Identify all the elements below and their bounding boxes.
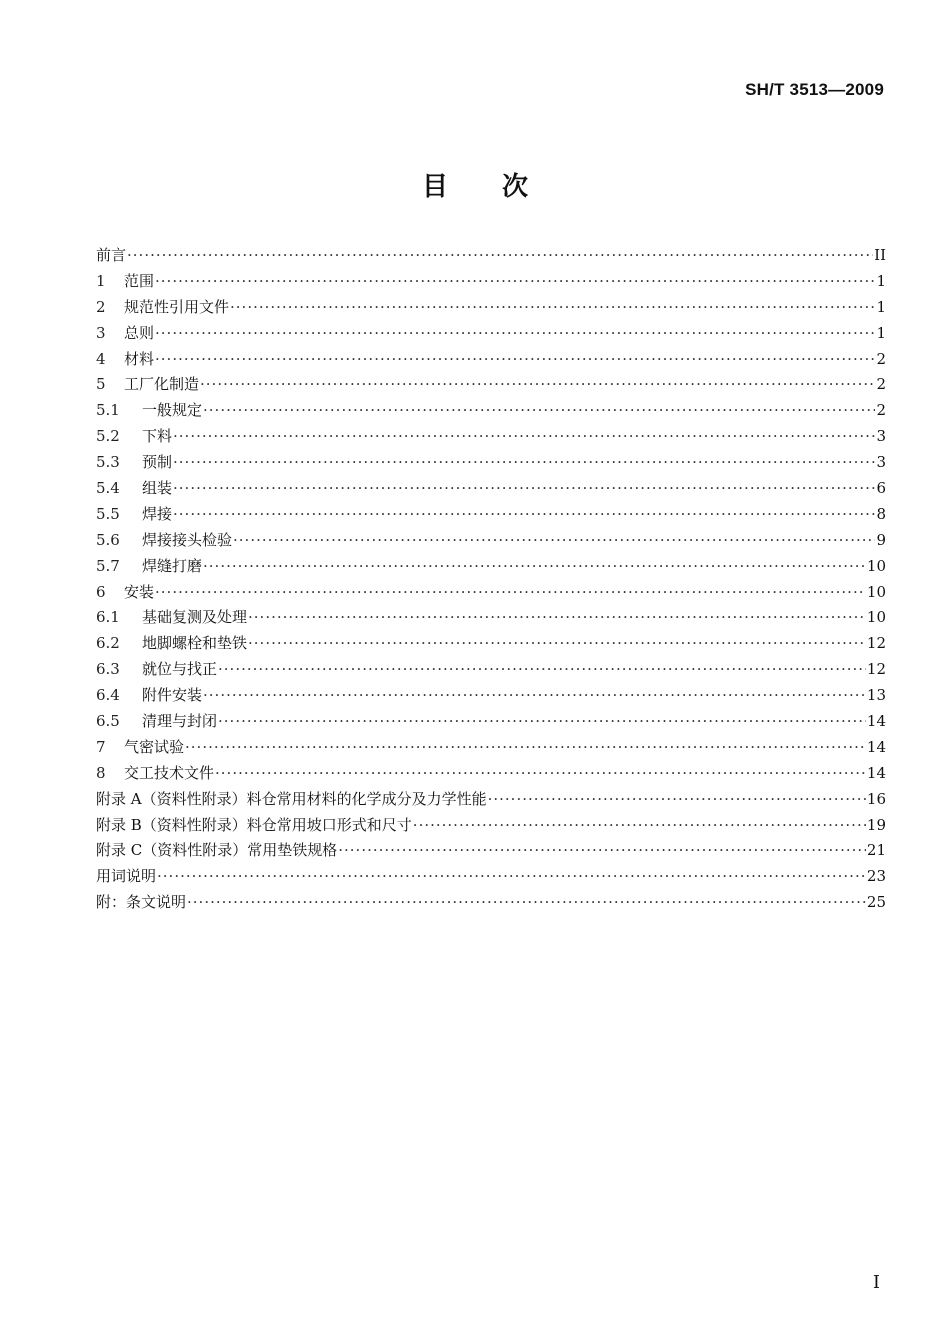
toc-entry-label: 附录 C（资料性附录）常用垫铁规格 xyxy=(96,841,338,860)
toc-entry-label: 预制 xyxy=(142,453,173,472)
toc-entry-number: 6 xyxy=(96,582,106,601)
toc-entry-label: 下料 xyxy=(142,427,173,446)
toc-entry-label: 附件安装 xyxy=(142,686,203,705)
toc-dot-leader xyxy=(413,813,866,839)
toc-entry-page: 9 xyxy=(876,530,886,549)
toc-entry-number: 4 xyxy=(96,349,106,368)
page-title: 目次 xyxy=(421,172,582,202)
toc-dot-leader xyxy=(233,528,875,554)
toc-dot-leader xyxy=(127,243,873,269)
toc-dot-leader xyxy=(230,295,875,321)
toc-dot-leader xyxy=(185,735,866,761)
toc-entry-page: 10 xyxy=(866,556,886,575)
toc-entry-page: 6 xyxy=(876,479,886,498)
toc-dot-leader xyxy=(173,476,875,502)
toc-entry-page: 1 xyxy=(876,271,886,290)
toc-dot-leader xyxy=(173,424,875,450)
toc-entry[interactable] xyxy=(96,709,886,735)
toc-entry-page: 3 xyxy=(876,453,886,472)
toc-entry-label: 附录 A（资料性附录）料仓常用材料的化学成分及力学性能 xyxy=(96,789,487,808)
toc-entry[interactable] xyxy=(96,295,886,321)
toc-entry-label: 基础复测及处理 xyxy=(142,608,248,627)
toc-entry-number: 5.6 xyxy=(96,530,120,549)
toc-entry-page: 12 xyxy=(866,660,886,679)
toc-entry[interactable] xyxy=(96,424,886,450)
toc-dot-leader xyxy=(173,502,875,528)
toc-entry-page: 23 xyxy=(866,867,886,886)
toc-entry-page: 14 xyxy=(866,712,886,731)
toc-entry-number: 6.1 xyxy=(96,608,120,627)
toc-entry[interactable] xyxy=(96,605,886,631)
toc-entry-label: 附：条文说明 xyxy=(96,893,187,912)
toc-entry-label: 焊接 xyxy=(142,504,173,523)
toc-entry-label: 交工技术文件 xyxy=(124,763,215,782)
toc-entry-number: 3 xyxy=(96,323,106,342)
toc-entry[interactable] xyxy=(96,890,886,916)
toc-dot-leader xyxy=(200,372,875,398)
toc-entry[interactable] xyxy=(96,502,886,528)
toc-entry-page: II xyxy=(874,246,886,264)
toc-entry-page: 3 xyxy=(876,427,886,446)
page-number: I xyxy=(872,1272,880,1293)
toc-entry-page: 2 xyxy=(876,349,886,368)
toc-entry-label: 安装 xyxy=(124,582,155,601)
toc-dot-leader xyxy=(203,398,875,424)
toc-dot-leader xyxy=(215,761,866,787)
toc-entry-page: 14 xyxy=(866,737,886,756)
toc-dot-leader xyxy=(203,554,866,580)
toc-entry-label: 材料 xyxy=(124,349,155,368)
toc-entry-page: 10 xyxy=(866,608,886,627)
toc-entry-page: 2 xyxy=(876,401,886,420)
toc-entry-label: 气密试验 xyxy=(124,737,185,756)
standard-code: SH/T 3513—2009 xyxy=(745,80,884,99)
toc-entry-label: 组装 xyxy=(142,479,173,498)
toc-dot-leader xyxy=(248,631,866,657)
toc-dot-leader xyxy=(155,269,875,295)
toc-entry-number: 6.2 xyxy=(96,634,120,653)
toc-entry-label: 一般规定 xyxy=(142,401,203,420)
toc-entry[interactable] xyxy=(96,269,886,295)
toc-dot-leader xyxy=(155,347,875,373)
toc-entry-page: 1 xyxy=(876,323,886,342)
toc-entry[interactable] xyxy=(96,761,886,787)
toc-entry[interactable] xyxy=(96,528,886,554)
toc-dot-leader xyxy=(248,605,866,631)
toc-entry[interactable] xyxy=(96,735,886,761)
toc-entry-label: 前言 xyxy=(96,246,127,264)
toc-entry-label: 清理与封闭 xyxy=(142,712,218,731)
toc-entry-page: 21 xyxy=(866,841,886,860)
toc-entry-page: 10 xyxy=(866,582,886,601)
toc-entry-label: 就位与找正 xyxy=(142,660,218,679)
toc-dot-leader xyxy=(173,450,875,476)
toc-entry[interactable] xyxy=(96,321,886,347)
toc-entry[interactable] xyxy=(96,398,886,424)
toc-entry[interactable] xyxy=(96,243,886,269)
toc-entry[interactable] xyxy=(96,347,886,373)
toc-entry-label: 焊缝打磨 xyxy=(142,556,203,575)
toc-entry-number: 1 xyxy=(96,271,106,290)
toc-dot-leader xyxy=(155,580,866,606)
toc-entry[interactable] xyxy=(96,580,886,606)
toc-entry-number: 5.2 xyxy=(96,427,120,446)
toc-dot-leader xyxy=(218,709,866,735)
toc-entry-number: 5.7 xyxy=(96,556,120,575)
toc-entry-label: 范围 xyxy=(124,271,155,290)
toc-entry[interactable] xyxy=(96,864,886,890)
toc-entry-label: 用词说明 xyxy=(96,867,157,886)
toc-entry-page: 13 xyxy=(866,686,886,705)
toc-entry-page: 25 xyxy=(866,893,886,912)
toc-entry-label: 焊接接头检验 xyxy=(142,530,233,549)
toc-entry-number: 6.3 xyxy=(96,660,120,679)
toc-entry[interactable] xyxy=(96,631,886,657)
toc-entry[interactable] xyxy=(96,450,886,476)
toc-entry-number: 5.3 xyxy=(96,453,120,472)
toc-entry-page: 12 xyxy=(866,634,886,653)
toc-entry-label: 地脚螺栓和垫铁 xyxy=(142,634,248,653)
toc-entry-label: 工厂化制造 xyxy=(124,375,200,394)
toc-entry-number: 5 xyxy=(96,375,106,394)
toc-entry-page: 16 xyxy=(866,789,886,808)
toc-entry-number: 8 xyxy=(96,763,106,782)
toc-entry-number: 5.5 xyxy=(96,504,120,523)
toc-entry[interactable] xyxy=(96,476,886,502)
table-of-contents xyxy=(96,243,886,916)
toc-entry[interactable] xyxy=(96,683,886,709)
toc-dot-leader xyxy=(157,864,866,890)
toc-entry[interactable] xyxy=(96,657,886,683)
toc-dot-leader xyxy=(218,657,866,683)
toc-entry-number: 6.5 xyxy=(96,712,120,731)
toc-entry-label: 总则 xyxy=(124,323,155,342)
toc-entry-page: 19 xyxy=(866,815,886,834)
toc-entry-number: 7 xyxy=(96,737,106,756)
toc-entry-label: 规范性引用文件 xyxy=(124,297,230,316)
toc-entry-page: 14 xyxy=(866,763,886,782)
toc-entry-number: 6.4 xyxy=(96,686,120,705)
toc-dot-leader xyxy=(338,838,866,864)
toc-entry-page: 8 xyxy=(876,504,886,523)
toc-entry-page: 2 xyxy=(876,375,886,394)
toc-entry[interactable] xyxy=(96,787,886,813)
toc-entry-number: 5.4 xyxy=(96,479,120,498)
toc-entry[interactable] xyxy=(96,554,886,580)
toc-dot-leader xyxy=(203,683,866,709)
toc-dot-leader xyxy=(155,321,875,347)
toc-dot-leader xyxy=(187,890,866,916)
toc-entry[interactable] xyxy=(96,372,886,398)
toc-entry[interactable] xyxy=(96,838,886,864)
toc-entry-number: 5.1 xyxy=(96,401,120,420)
toc-entry[interactable] xyxy=(96,813,886,839)
toc-entry-number: 2 xyxy=(96,297,106,316)
toc-dot-leader xyxy=(488,787,866,813)
toc-entry-label: 附录 B（资料性附录）料仓常用坡口形式和尺寸 xyxy=(96,815,412,834)
toc-entry-page: 1 xyxy=(876,297,886,316)
